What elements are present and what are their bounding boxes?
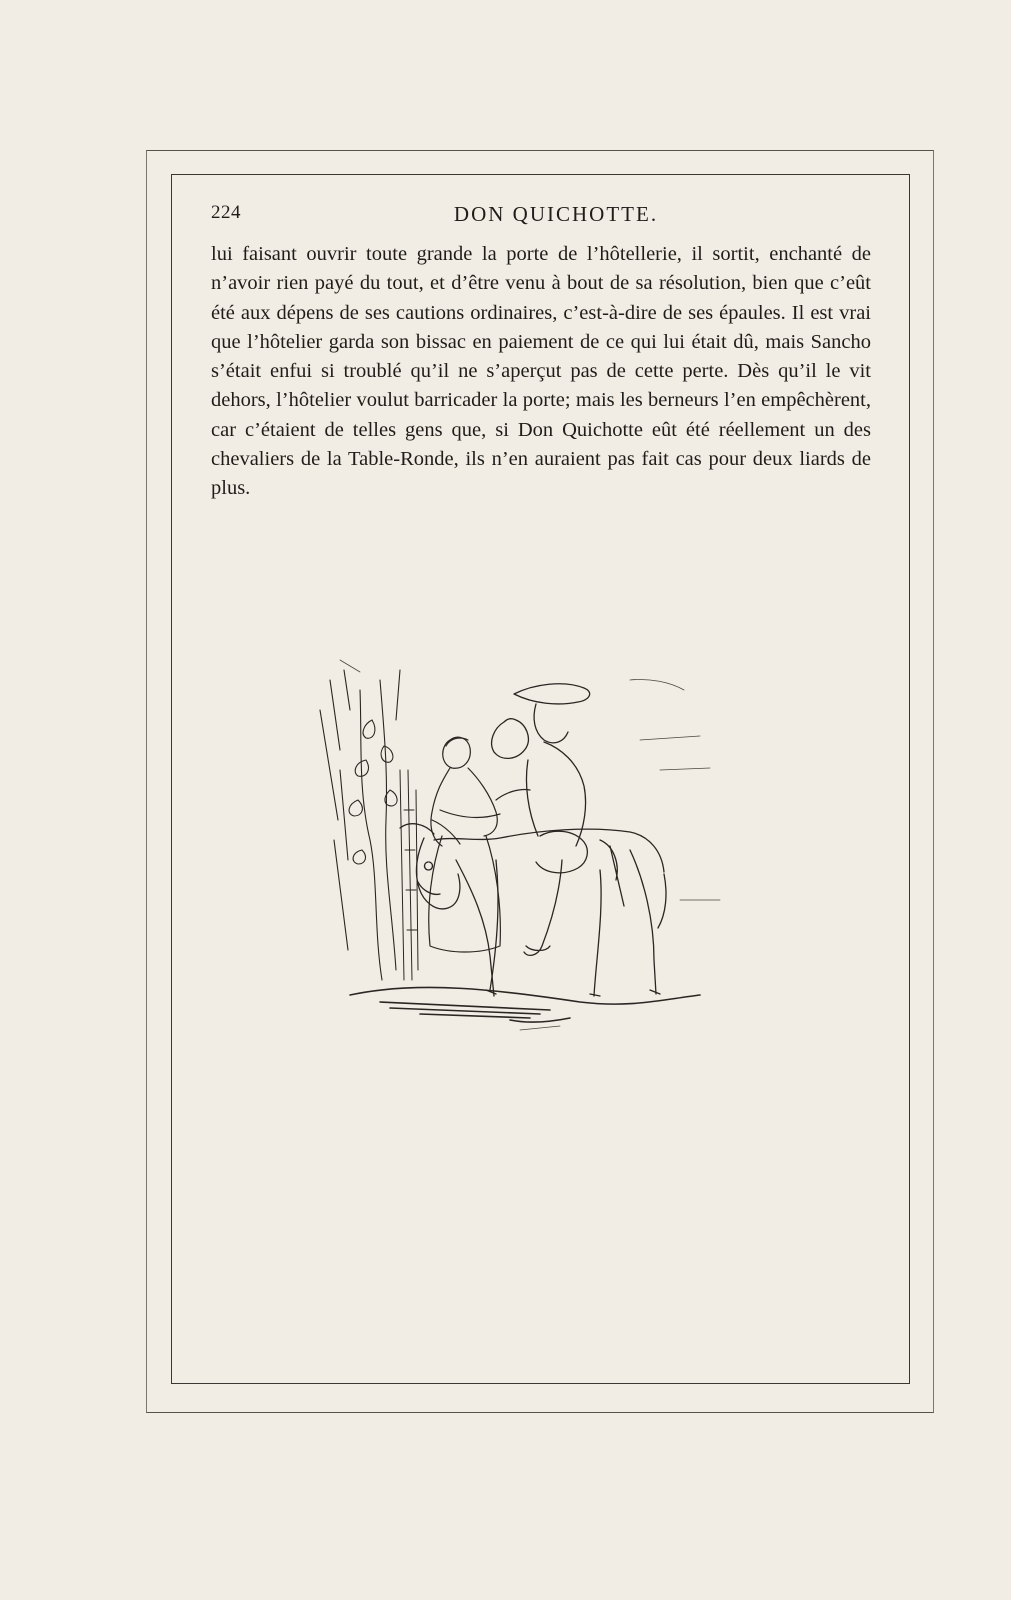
door-post bbox=[400, 770, 418, 980]
ground-shadow bbox=[350, 987, 700, 1022]
paragraph: lui faisant ouvrir toute grande la porte de l’hôtellerie, il sortit, enchanté de n’avoir rien payé du tout, et d’être venu à bout de sa résolution, bien que c’eût été aux dépens de ses cautions ordinaires, c’est-à-dire de ses épaules. Il est vrai que l’hôtelier garda son bissac en paiement de ce qui lui était dû, mais Sancho s’était enfui si troublé qu’il ne s’aperçut pas de cette perte. Dès qu’il le vit dehors, l’hôtelier voulut barricader la porte; mais les berneurs l’en empêchèrent, car c’étaient de telles gens que, si Don Quichotte eût été réellement un des chevaliers de la Table-Ronde, ils n’en auraient pas fait cas pour deux liards de plus. bbox=[211, 243, 871, 500]
running-title: DON QUICHOTTE. bbox=[453, 202, 659, 226]
page-number: 224 bbox=[211, 202, 241, 223]
donkey-figure bbox=[400, 824, 666, 996]
sancho-figure bbox=[492, 684, 624, 956]
running-head bbox=[211, 202, 871, 228]
vine-foliage bbox=[320, 670, 400, 980]
woman-figure bbox=[429, 737, 530, 952]
engraving-illustration bbox=[300, 650, 770, 1070]
engraving-scratches bbox=[340, 660, 720, 1030]
body-text bbox=[211, 240, 871, 504]
